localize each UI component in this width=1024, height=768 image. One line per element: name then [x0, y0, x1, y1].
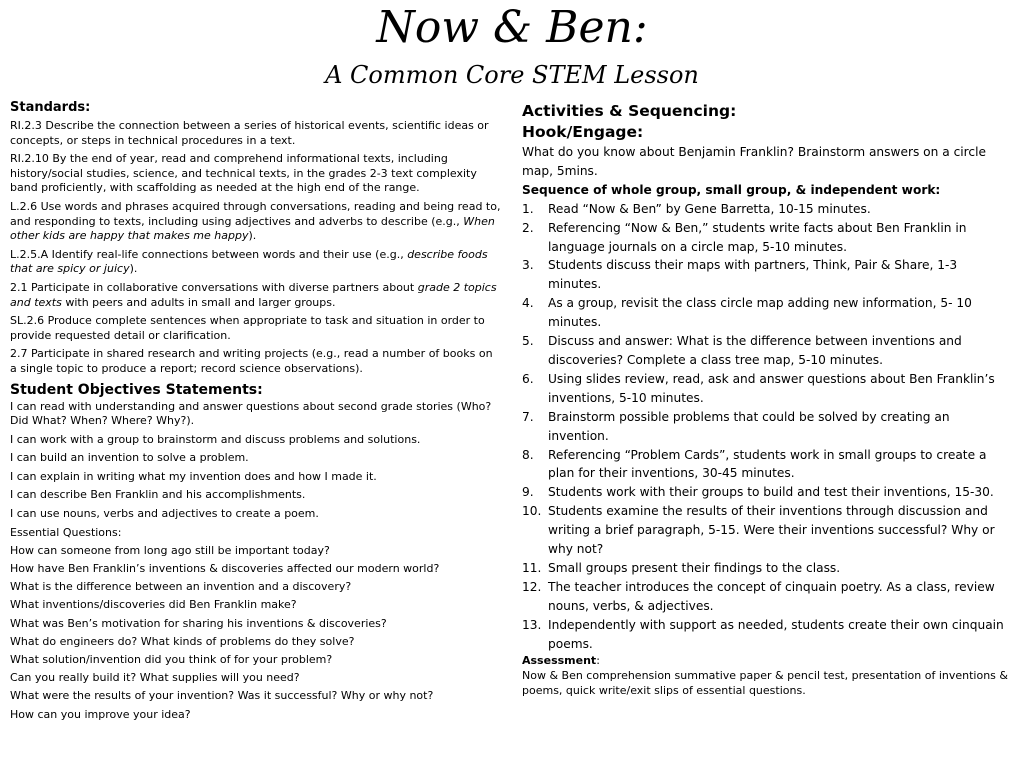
essential-questions-label: Essential Questions: [10, 525, 122, 539]
standard-sl-2-6: SL.2.6 Produce complete sentences when appropriate to task and situation in order to provide requested detail or clarification. [10, 314, 485, 342]
hook-heading: Hook/Engage: [522, 123, 644, 141]
page-subtitle: A Common Core STEM Lesson [325, 61, 699, 89]
activity-step: 11. Small groups present their findings to the class. [522, 560, 841, 575]
activity-step: 10. Students examine the results of their inventions through discussion and writing a brief paragraph, 5-15. Were their inventions successful? Why or why not? [522, 504, 995, 557]
activity-step: 9. Students work with their groups to build and test their inventions, 15-30. [522, 485, 994, 500]
essential-question: How can you improve your idea? [10, 707, 191, 721]
activity-step: 12. The teacher introduces the concept of cinquain poetry. As a class, review nouns, verbs, & adjectives. [522, 579, 995, 613]
activity-step: 3. Students discuss their maps with partners, Think, Pair & Share, 1-3 minutes. [522, 258, 958, 292]
activity-step: 6. Using slides review, read, ask and answer questions about Ben Franklin’s inventions, 5-10 minutes. [522, 371, 995, 405]
objective-item: I can use nouns, verbs and adjectives to create a poem. [10, 507, 319, 521]
objective-item: I can read with understanding and answer questions about second grade stories (Who? Did What? When? Where? Why?). [10, 399, 492, 428]
left-column [10, 99, 502, 726]
essential-question: What were the results of your invention? Was it successful? Why or why not? [10, 689, 434, 703]
page-title: Now & Ben: [376, 2, 648, 53]
assessment-heading: Assessment: [522, 654, 600, 668]
activity-step: 8. Referencing “Problem Cards”, students work in small groups to create a plan for their inventions, 30-45 minutes. [522, 447, 987, 481]
activity-step: 5. Discuss and answer: What is the difference between inventions and discoveries? Complete a class tree map, 5-10 minutes. [522, 334, 962, 367]
standard-ri-2-3: RI.2.3 Describe the connection between a series of historical events, scientific ideas or concepts, or steps in technical procedures in a text. [10, 119, 489, 147]
standards-heading: Standards: [10, 100, 91, 115]
assessment-text: Now & Ben comprehension summative paper & pencil test, presentation of inventions & poems, quick write/exit slips of essential questions. [522, 669, 1008, 697]
essential-question: What do engineers do? What kinds of problems do they solve? [10, 634, 355, 648]
objective-item: I can describe Ben Franklin and his accomplishments. [10, 488, 306, 502]
activity-step: 7. Brainstorm possible problems that could be solved by creating an invention. [522, 409, 950, 443]
activity-step: 13. Independently with support as needed, students create their own cinquain poems. [522, 617, 1004, 651]
activity-step: 4. As a group, revisit the class circle map adding new information, 5- 10 minutes. [522, 296, 972, 330]
activities-heading: Activities & Sequencing: [522, 102, 737, 120]
essential-question: How can someone from long ago still be important today? [10, 543, 330, 557]
sequence-heading: Sequence of whole group, small group, & independent work: [522, 182, 941, 197]
essential-question: How have Ben Franklin’s inventions & discoveries affected our modern world? [10, 562, 440, 576]
standard-l-2-6: L.2.6 Use words and phrases acquired through conversations, reading and being read to, and responding to texts, including using adjectives and adverbs to describe (e.g., When other kids are happy that makes me happy). [10, 199, 501, 243]
standard-ri-2-10: RI.2.10 By the end of year, read and comprehend informational texts, including history/social studies, science, and technical texts, in the grades 2-3 text complexity band proficiently, with scaffolding as needed at the high end of the range. [10, 152, 477, 195]
essential-question: What inventions/discoveries did Ben Franklin make? [10, 598, 297, 612]
right-column [522, 101, 1014, 698]
essential-question: Can you really build it? What supplies will you need? [10, 671, 300, 685]
activity-steps [522, 200, 1014, 654]
essential-question: What is the difference between an invention and a discovery? [10, 580, 352, 594]
objective-item: I can work with a group to brainstorm and discuss problems and solutions. [10, 432, 421, 446]
objective-item: I can build an invention to solve a problem. [10, 451, 249, 465]
activity-step: 2. Referencing “Now & Ben,” students write facts about Ben Franklin in language journals on a circle map, 5-10 minutes. [522, 220, 967, 254]
essential-question: What solution/invention did you think of for your problem? [10, 652, 333, 666]
objectives-heading: Student Objectives Statements: [10, 381, 263, 398]
hook-text: What do you know about Benjamin Franklin? Brainstorm answers on a circle map, 5mins. [522, 145, 986, 178]
objective-item: I can explain in writing what my invention does and how I made it. [10, 469, 377, 483]
standard-2-7: 2.7 Participate in shared research and writing projects (e.g., read a number of books on a single topic to produce a report; record science observations). [10, 347, 493, 375]
essential-question: What was Ben’s motivation for sharing his inventions & discoveries? [10, 616, 387, 630]
standard-2-1: 2.1 Participate in collaborative conversations with diverse partners about grade 2 topics and texts with peers and adults in small and larger groups. [10, 280, 497, 309]
activity-step: 1. Read “Now & Ben” by Gene Barretta, 10-15 minutes. [522, 201, 871, 216]
standard-l-2-5-a: L.2.5.A Identify real-life connections between words and their use (e.g., describe foods that are spicy or juicy). [10, 247, 488, 276]
